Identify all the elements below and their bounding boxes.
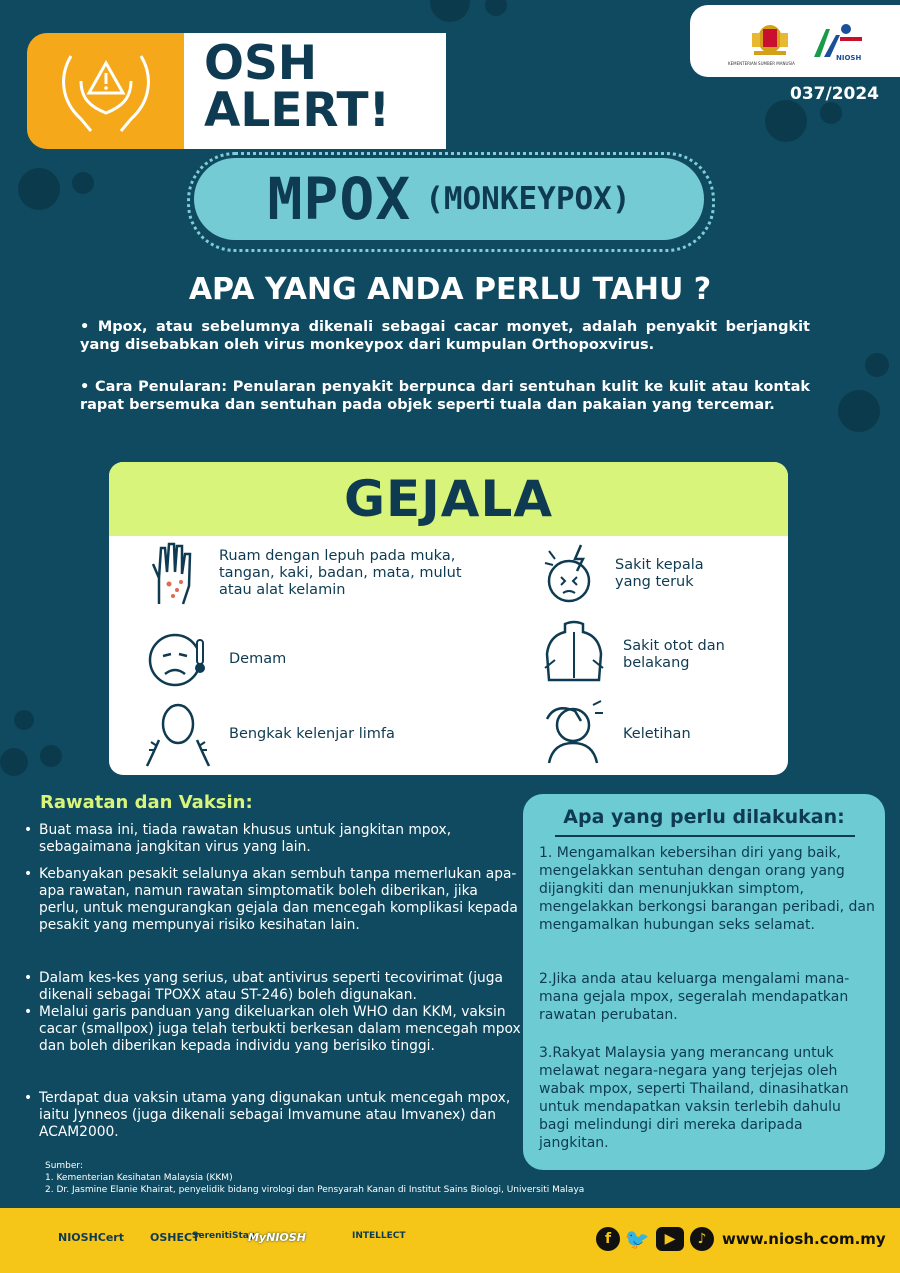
decor-dot: [0, 748, 28, 776]
treatment-bullet: • Kebanyakan pesakit selalunya akan sembuh tanpa memerlukan apa-apa rawatan, namun rawatan simptomatik boleh diberikan, jika perlu, untuk mengurangkan gejala dan mencegah komplikasi kepada pesakit yang mempunyai risiko kesihatan lain.: [24, 866, 521, 934]
hand-rash-icon: [147, 538, 201, 608]
symptom-text: Sakit otot dan belakang: [623, 638, 725, 671]
fatigue-icon: [541, 699, 605, 769]
alert-title-line2: ALERT!: [204, 83, 391, 138]
symptom-text: Keletihan: [623, 725, 691, 742]
todo-step-2: 2.Jika anda atau keluarga mengalami mana-mana gejala mpox, segeralah mendapatkan rawatan perubatan.: [539, 971, 850, 1023]
intro-paragraph-2: • Cara Penularan: Penularan penyakit berpunca dari sentuhan kulit ke kulit atau kontak rapat bersemuka dan sentuhan pada objek seperti tuala dan pakaian yang tercemar.: [80, 379, 810, 413]
source-item: 1. Kementerian Kesihatan Malaysia (KKM): [45, 1173, 233, 1183]
decor-dot: [765, 100, 807, 142]
decor-dot: [430, 0, 470, 22]
treatment-list: [24, 866, 521, 934]
symptom-text: Ruam dengan lepuh pada muka, tangan, kaki, badan, mata, mulut atau alat kelamin: [219, 547, 462, 598]
symptom-item: [541, 698, 761, 770]
alert-title-line1: OSH: [204, 36, 318, 91]
twitter-icon[interactable]: 🐦: [624, 1227, 650, 1251]
decor-dot: [838, 390, 880, 432]
treatment-title: Rawatan dan Vaksin:: [40, 792, 253, 813]
osh-alert-title: [204, 36, 391, 138]
symptom-text: Demam: [229, 650, 287, 667]
decor-dot: [485, 0, 507, 16]
symptoms-title: GEJALA: [343, 470, 554, 528]
treatment-list: [24, 822, 521, 856]
todo-step-1: 1. Mengamalkan kebersihan diri yang baik, mengelakkan sentuhan dengan orang yang dijangkiti dan menunjukkan simptom, mengelakkan berkongsi barangan peribadi, dan mengamalkan hubungan seks selamat.: [539, 845, 875, 933]
decor-dot: [40, 745, 62, 767]
treatment-bullet: • Terdapat dua vaksin utama yang digunakan untuk mencegah mpox, iaitu Jynneos (juga dikenali sebagai Imvamune atau Imvanex) dan ACAM2000.: [24, 1090, 521, 1141]
website-link[interactable]: www.niosh.com.my: [722, 1230, 886, 1248]
symptom-item: [147, 538, 487, 608]
ministry-caption: KEMENTERIAN SUMBER MANUSIA: [728, 61, 795, 66]
hands-warning-icon: [51, 41, 161, 141]
partner-logos-box: [690, 5, 900, 77]
malaysia-crest-icon: [742, 19, 798, 59]
youtube-icon[interactable]: ▶: [656, 1227, 684, 1251]
sources: [45, 1160, 584, 1196]
todo-box: [523, 794, 885, 1170]
symptom-item: [145, 700, 485, 768]
treatment-bullet: • Buat masa ini, tiada rawatan khusus untuk jangkitan mpox, sebagaimana jangkitan virus yang lain.: [24, 822, 521, 856]
symptom-item: [543, 620, 783, 690]
symptom-item: [147, 628, 487, 690]
source-item: 2. Dr. Jasmine Elanie Khairat, penyelidik bidang virologi dan Pensyarah Kanan di Institut Sains Biologi, Universiti Malaya: [45, 1185, 585, 1195]
decor-dot: [820, 102, 842, 124]
tiktok-icon[interactable]: ♪: [690, 1227, 714, 1251]
symptom-item: [543, 540, 763, 608]
banner-sub: (MONKEYPOX): [425, 181, 631, 217]
footer-logo[interactable]: SerenitiStay: [192, 1231, 255, 1241]
back-pain-icon: [543, 620, 605, 690]
footer-logo[interactable]: MyNIOSH: [248, 1231, 306, 1244]
treatment-bullet: • Melalui garis panduan yang dikeluarkan oleh WHO dan KKM, vaksin cacar (smallpox) juga telah terbukti berkesan dalam mencegah mpox dan boleh diberikan kepada individu yang berisiko tinggi.: [24, 1004, 521, 1055]
sources-label: Sumber:: [45, 1161, 84, 1171]
treatment-bullet: • Dalam kes-kes yang serius, ubat antivirus seperti tecovirimat (juga dikenali sebagai TPOXX atau ST-246) boleh digunakan.: [24, 970, 521, 1004]
decor-dot: [72, 172, 94, 194]
decor-dot: [18, 168, 60, 210]
banner-main: MPOX: [267, 165, 412, 233]
facebook-icon[interactable]: f: [596, 1227, 620, 1251]
treatment-list: [24, 1090, 521, 1141]
decor-dot: [14, 710, 34, 730]
symptoms-header: [109, 462, 788, 536]
headache-icon: [543, 541, 597, 607]
intro-paragraph-1: • Mpox, atau sebelumnya dikenali sebagai cacar monyet, adalah penyakit berjangkit yang disebabkan oleh virus monkeypox dari kumpulan Orthopoxvirus.: [80, 319, 810, 353]
fever-icon: [147, 628, 211, 690]
todo-step-3: 3.Rakyat Malaysia yang merancang untuk melawat negara-negara yang terjejas oleh wabak mpox, seperti Thailand, dinasihatkan untuk mendapatkan vaksin terlebih dahulu bagi melindungi diri mereka daripada jangkitan.: [539, 1045, 849, 1151]
footer-logo[interactable]: OSHECT: [150, 1231, 200, 1244]
footer: [0, 1208, 900, 1273]
swollen-lymph-icon: [145, 700, 211, 768]
todo-title: Apa yang perlu dilakukan:: [563, 806, 845, 828]
symptom-text: Bengkak kelenjar limfa: [229, 725, 395, 742]
mpox-banner: [194, 158, 704, 240]
niosh-logo-text: NIOSH: [836, 54, 862, 62]
todo-divider: [555, 835, 855, 837]
section-title: APA YANG ANDA PERLU TAHU ?: [188, 272, 712, 307]
footer-logo[interactable]: NIOSHCert: [58, 1231, 124, 1244]
footer-logo[interactable]: INTELLECT: [352, 1231, 406, 1241]
treatment-list: [24, 970, 521, 1055]
osh-alert-icon-box: [27, 33, 184, 149]
symptom-text: Sakit kepala yang teruk: [615, 557, 704, 590]
issue-number: 037/2024: [790, 84, 880, 104]
decor-dot: [865, 353, 889, 377]
symptoms-card: [109, 462, 788, 775]
